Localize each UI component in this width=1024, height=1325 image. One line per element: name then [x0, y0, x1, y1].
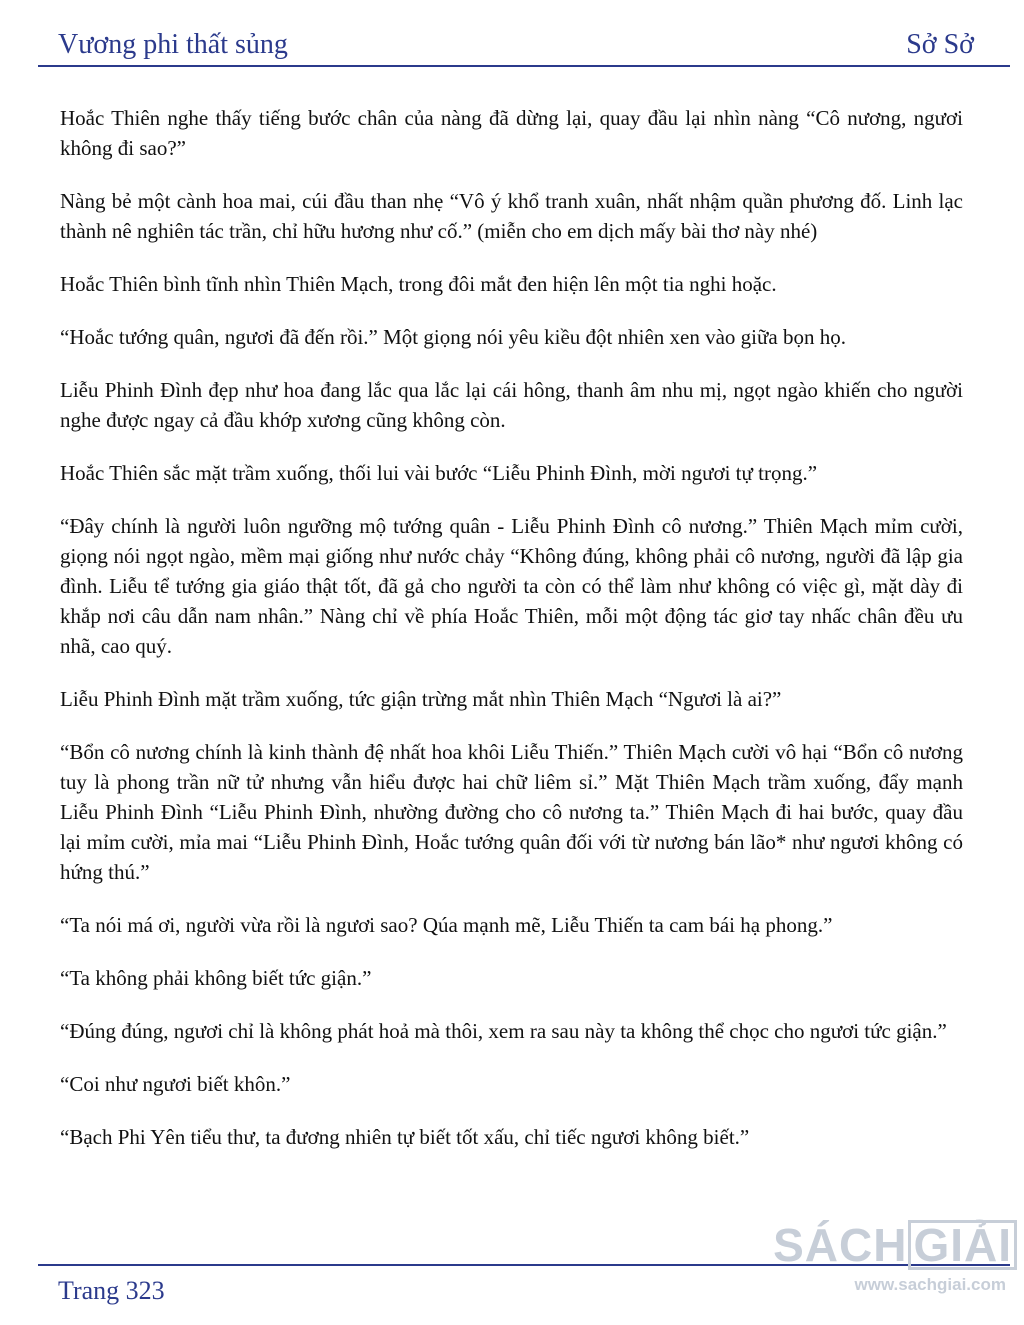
paragraph: “Ta không phải không biết tức giận.”: [60, 966, 372, 990]
paragraph: “Đây chính là người luôn ngưỡng mộ tướng quân - Liễu Phinh Đình cô nương.” Thiên Mạch mỉm cười, giọng nói ngọt ngào, mềm mại giống như nước chảy “Không đúng, không phải cô nương, người đã lập gia đình. Liễu tể tướng gia giáo thật tốt, đã gả cho người ta còn có thể làm như không có việc gì, mặt dày đi khắp nơi câu dẫn nam nhân.” Nàng chỉ về phía Hoắc Thiên, mỗi một động tác giơ tay nhấc chân đều ưu nhã, cao quý.: [60, 514, 963, 658]
page-number: Trang 323: [58, 1276, 165, 1305]
paragraph: Liễu Phinh Đình đẹp như hoa đang lắc qua lắc lại cái hông, thanh âm nhu mị, ngọt ngào khiến cho người nghe được ngay cả đầu khớp xương cũng không còn.: [60, 378, 963, 432]
watermark-logo: [773, 1218, 1018, 1272]
paragraph: “Ta nói má ơi, người vừa rồi là ngươi sao? Qúa mạnh mẽ, Liễu Thiến ta cam bái hạ phong.”: [60, 913, 833, 937]
book-title: Vương phi thất sủng: [58, 29, 288, 60]
paragraph: Nàng bẻ một cành hoa mai, cúi đầu than nhẹ “Vô ý khổ tranh xuân, nhất nhậm quần phương đố. Linh lạc thành nê nghiên tác trần, chỉ hữu hương như cố.” (miễn cho em dịch mấy bài thơ này nhé): [60, 189, 963, 243]
paragraph: Hoắc Thiên nghe thấy tiếng bước chân của nàng đã dừng lại, quay đầu lại nhìn nàng “Cô nương, ngươi không đi sao?”: [60, 106, 963, 160]
paragraph: “Coi như ngươi biết khôn.”: [60, 1072, 291, 1096]
paragraph: Hoắc Thiên sắc mặt trầm xuống, thối lui vài bước “Liễu Phinh Đình, mời ngươi tự trọng.”: [60, 461, 818, 485]
paragraph: Hoắc Thiên bình tĩnh nhìn Thiên Mạch, trong đôi mắt đen hiện lên một tia nghi hoặc.: [60, 272, 777, 296]
watermark-logo-left: SÁCH: [773, 1219, 908, 1271]
watermark-url: www.sachgiai.com: [854, 1275, 1006, 1294]
watermark: [773, 1218, 1018, 1296]
paragraph: “Bạch Phi Yên tiểu thư, ta đương nhiên tự biết tốt xấu, chỉ tiếc ngươi không biết.”: [60, 1125, 750, 1149]
page-header: [58, 26, 974, 62]
header-divider: [38, 65, 1010, 67]
author-name: Sở Sở: [906, 29, 974, 60]
paragraph: “Hoắc tướng quân, ngươi đã đến rồi.” Một giọng nói yêu kiều đột nhiên xen vào giữa bọn họ.: [60, 325, 846, 349]
watermark-logo-boxed: GIẢI: [908, 1220, 1017, 1270]
paragraph: Liễu Phinh Đình mặt trầm xuống, tức giận trừng mắt nhìn Thiên Mạch “Ngươi là ai?”: [60, 687, 782, 711]
paragraph: “Đúng đúng, ngươi chỉ là không phát hoả mà thôi, xem ra sau này ta không thể chọc cho ngươi tức giận.”: [60, 1019, 947, 1043]
paragraph: “Bổn cô nương chính là kinh thành đệ nhất hoa khôi Liễu Thiến.” Thiên Mạch cười vô hại “Bổn cô nương tuy là phong trần nữ tử nhưng vẫn hiểu được hai chữ liêm sỉ.” Mặt Thiên Mạch trầm xuống, đẩy mạnh Liễu Phinh Đình “Liễu Phinh Đình, nhường đường cho cô nương ta.” Thiên Mạch đi hai bước, quay đầu lại mỉm cười, mỉa mai “Liễu Phinh Đình, Hoắc tướng quân đối với từ nương bán lão* như ngươi không có hứng thú.”: [60, 740, 963, 884]
body-text: [60, 103, 963, 1175]
